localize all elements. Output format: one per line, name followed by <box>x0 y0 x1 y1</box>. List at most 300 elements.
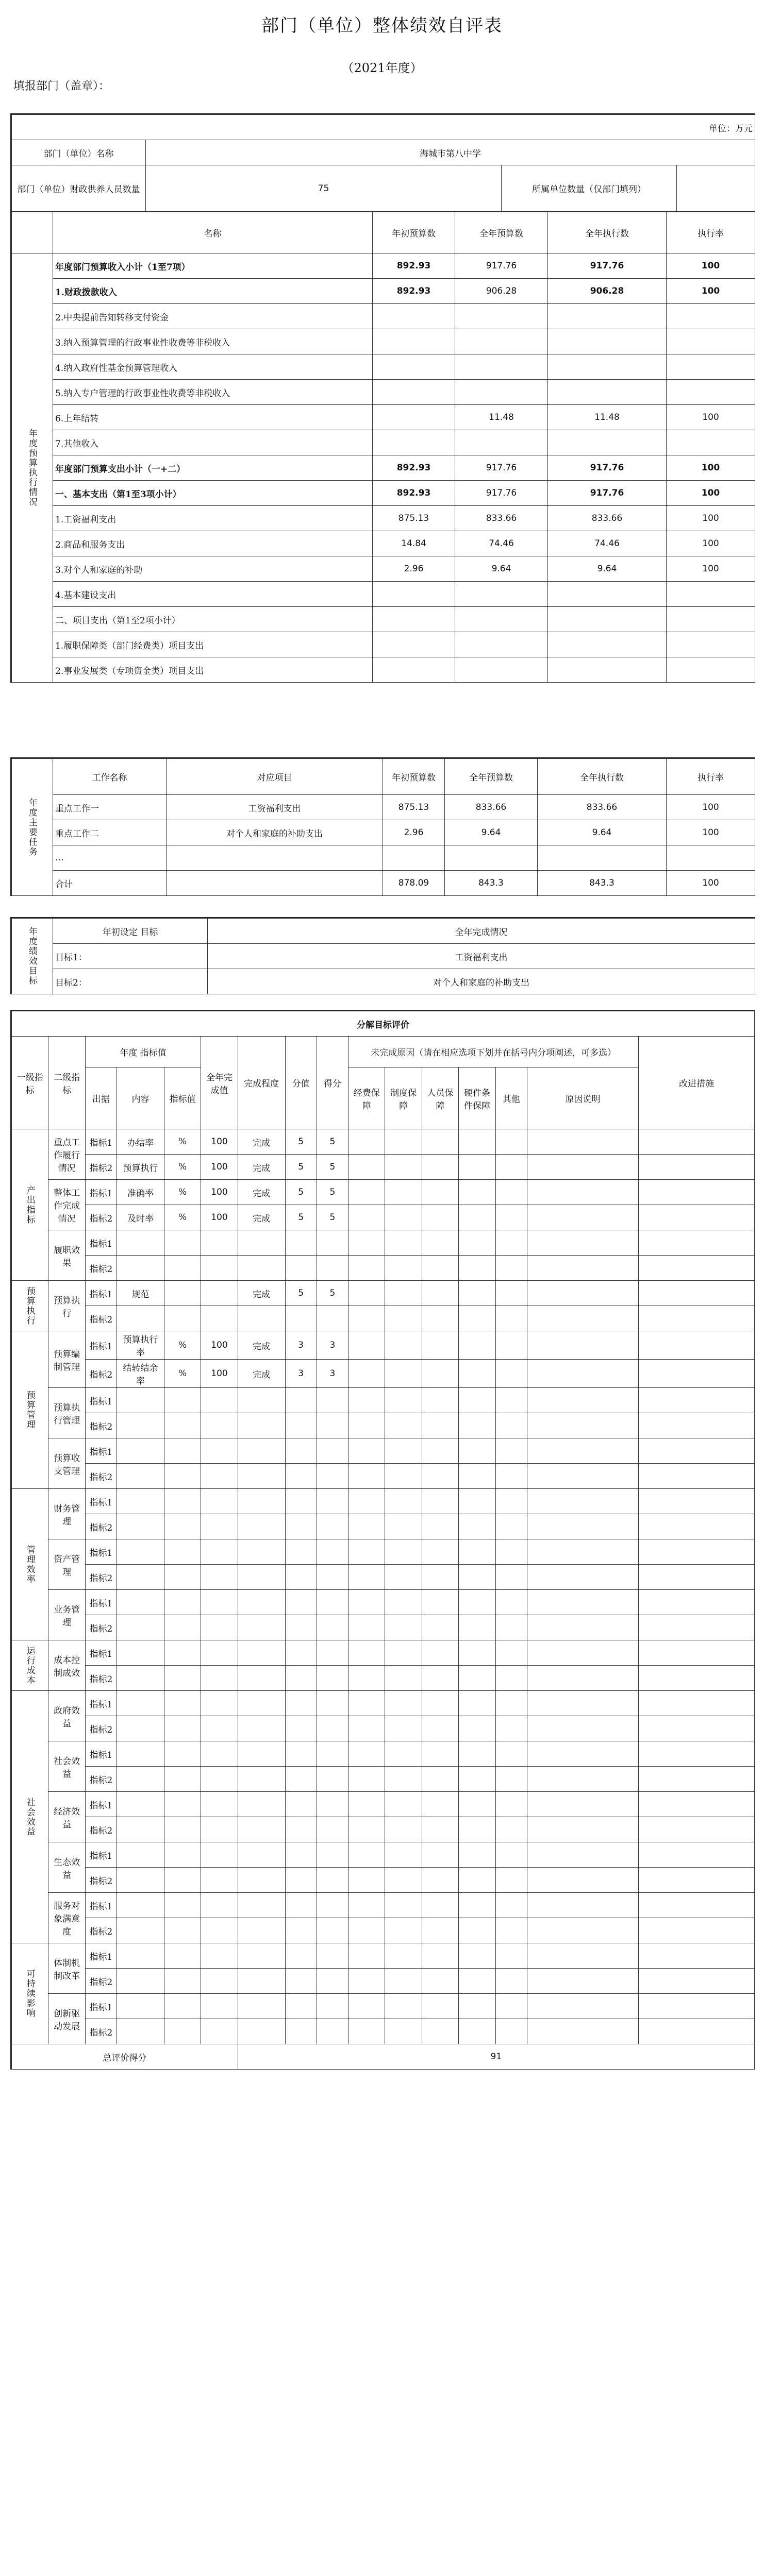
budget-executed: 917.76 <box>548 455 667 481</box>
indicator-unit: % <box>164 1360 201 1388</box>
eval-row <box>12 1640 755 1666</box>
improve-cell <box>639 1413 755 1438</box>
budget-initial <box>373 582 455 607</box>
reason-cell <box>422 1438 458 1464</box>
reason-cell <box>459 1615 495 1640</box>
eval-row <box>12 1230 755 1256</box>
reason-cell <box>422 1817 458 1842</box>
indicator-index: 指标2 <box>85 1256 117 1281</box>
task-rate: 100 <box>667 871 755 896</box>
reason-cell <box>422 1388 458 1413</box>
indicator-score <box>317 1514 348 1539</box>
reason-cell <box>527 1918 638 1943</box>
task-initial <box>383 845 445 871</box>
budget-initial <box>373 607 455 632</box>
reason-cell <box>459 1129 495 1155</box>
indicator-score-full <box>285 1817 317 1842</box>
indicator-name <box>117 2019 164 2044</box>
budget-row <box>12 531 755 556</box>
improve-cell <box>639 1792 755 1817</box>
improve-cell <box>639 1565 755 1590</box>
indicator-score-full <box>285 1666 317 1691</box>
budget-item-name: 2.中央提前告知转移支付资金 <box>53 304 373 329</box>
improve-cell <box>639 1767 755 1792</box>
indicator-unit <box>164 1691 201 1716</box>
reason-cell <box>459 1741 495 1767</box>
improve-cell <box>639 1666 755 1691</box>
improve-cell <box>639 1514 755 1539</box>
indicator-name <box>117 1256 164 1281</box>
improve-cell <box>639 1640 755 1666</box>
budget-row <box>12 556 755 582</box>
indicator-index: 指标1 <box>85 1388 117 1413</box>
indicator-done-value <box>201 1741 238 1767</box>
level2-name: 预算执行 <box>48 1281 85 1331</box>
reason-cell <box>459 1918 495 1943</box>
indicator-unit <box>164 1868 201 1893</box>
budget-initial <box>373 430 455 455</box>
reason-cell <box>527 1464 638 1489</box>
eval-row <box>12 1615 755 1640</box>
form-year: （2021年度） <box>341 61 423 75</box>
reason-cell <box>422 1918 458 1943</box>
col-full: 全年预算数 <box>455 212 548 253</box>
reason-cell <box>385 1842 422 1868</box>
eval-row <box>12 1205 755 1230</box>
indicator-done-degree <box>238 1716 285 1741</box>
budget-initial <box>373 405 455 430</box>
goal-done: 对个人和家庭的补助支出 <box>208 969 755 994</box>
improve-cell <box>639 1360 755 1388</box>
reason-cell <box>459 1256 495 1281</box>
budget-full-year: 11.48 <box>455 405 548 430</box>
improve-cell <box>639 1306 755 1331</box>
indicator-index: 指标1 <box>85 1590 117 1615</box>
reason-cell <box>422 1943 458 1969</box>
reason-cell <box>495 1413 527 1438</box>
task-exec <box>538 845 667 871</box>
indicator-unit <box>164 2019 201 2044</box>
reason-cell <box>348 1129 385 1155</box>
budget-item-name: 6.上年结转 <box>53 405 373 430</box>
reason-cell <box>385 1306 422 1331</box>
goal-done: 工资福利支出 <box>208 944 755 969</box>
indicator-score-full: 3 <box>285 1331 317 1360</box>
indicator-done-value: 100 <box>201 1129 238 1155</box>
reason-cell <box>385 1489 422 1514</box>
dept-label: 部门（单位）名称 <box>12 140 146 165</box>
indicator-done-degree <box>238 1464 285 1489</box>
improve-cell <box>639 1741 755 1767</box>
indicator-unit <box>164 1615 201 1640</box>
evaluation-table <box>11 1011 755 2070</box>
reason-cell <box>495 1994 527 2019</box>
indicator-done-degree <box>238 1691 285 1716</box>
improve-cell <box>639 1331 755 1360</box>
indicator-score <box>317 1306 348 1331</box>
reason-cell <box>527 1868 638 1893</box>
budget-rate <box>667 430 755 455</box>
reason-cell <box>348 1943 385 1969</box>
reason-cell <box>527 1842 638 1868</box>
reason-cell <box>348 1464 385 1489</box>
reason-cell <box>348 1767 385 1792</box>
col-sub-3: 经费保障 <box>348 1067 385 1129</box>
budget-initial: 892.93 <box>373 455 455 481</box>
task-project: 对个人和家庭的补助支出 <box>167 820 383 845</box>
budget-item-name: 7.其他收入 <box>53 430 373 455</box>
evaluation-section <box>10 1010 755 2070</box>
budget-executed: 917.76 <box>548 253 667 279</box>
level1-name: 社会效益 <box>12 1691 48 1943</box>
eval-row <box>12 1817 755 1842</box>
budget-initial <box>373 304 455 329</box>
eval-row <box>12 1155 755 1180</box>
reason-cell <box>422 1640 458 1666</box>
eval-row <box>12 1590 755 1615</box>
indicator-index: 指标1 <box>85 1691 117 1716</box>
indicator-unit: % <box>164 1180 201 1205</box>
indicator-unit <box>164 1716 201 1741</box>
improve-cell <box>639 1205 755 1230</box>
budget-full-year <box>455 632 548 657</box>
indicator-name: 及时率 <box>117 1205 164 1230</box>
eval-row <box>12 1539 755 1565</box>
reason-cell <box>527 1969 638 1994</box>
reason-cell <box>385 1792 422 1817</box>
indicator-done-value <box>201 1256 238 1281</box>
indicator-unit <box>164 1817 201 1842</box>
indicator-name <box>117 1691 164 1716</box>
reason-cell <box>459 1281 495 1306</box>
indicator-score-full: 5 <box>285 1155 317 1180</box>
indicator-unit <box>164 1539 201 1565</box>
budget-initial: 875.13 <box>373 506 455 531</box>
reason-cell <box>459 1817 495 1842</box>
reason-cell <box>385 1230 422 1256</box>
indicator-done-degree: 完成 <box>238 1331 285 1360</box>
indicator-name <box>117 1918 164 1943</box>
reason-cell <box>527 1994 638 2019</box>
goals-section <box>10 917 755 994</box>
indicator-index: 指标1 <box>85 1129 117 1155</box>
budget-row <box>12 506 755 531</box>
indicator-done-value: 100 <box>201 1180 238 1205</box>
reason-cell <box>527 1817 638 1842</box>
reason-cell <box>459 1306 495 1331</box>
task-rate: 100 <box>667 795 755 820</box>
task-initial: 878.09 <box>383 871 445 896</box>
col-sub-1: 内容 <box>117 1067 164 1129</box>
reason-cell <box>495 1205 527 1230</box>
budget-item-name: 年度部门预算支出小计（一+二） <box>53 455 373 481</box>
goals-table <box>11 918 755 994</box>
indicator-score-full <box>285 1868 317 1893</box>
indicator-score <box>317 1539 348 1565</box>
reason-cell <box>527 1691 638 1716</box>
budget-executed: 833.66 <box>548 506 667 531</box>
budget-item-name: 2.事业发展类（专项资金类）项目支出 <box>53 657 373 683</box>
indicator-unit <box>164 1918 201 1943</box>
indicator-done-degree <box>238 1994 285 2019</box>
task-project <box>167 845 383 871</box>
reason-cell <box>459 1590 495 1615</box>
indicator-score-full <box>285 1489 317 1514</box>
indicator-score: 5 <box>317 1205 348 1230</box>
indicator-unit <box>164 1741 201 1767</box>
task-project: 工资福利支出 <box>167 795 383 820</box>
col-task-budget: 年初预算数 <box>383 759 445 795</box>
indicator-score <box>317 1918 348 1943</box>
indicator-name <box>117 1438 164 1464</box>
reason-cell <box>348 1306 385 1331</box>
indicator-done-value <box>201 1590 238 1615</box>
budget-full-year <box>455 329 548 354</box>
reason-cell <box>495 1514 527 1539</box>
reason-cell <box>459 1792 495 1817</box>
indicator-score-full <box>285 1615 317 1640</box>
indicator-done-degree <box>238 1792 285 1817</box>
goals-side-label: 年度绩效目标 <box>12 919 53 994</box>
reason-cell <box>495 1741 527 1767</box>
task-rate <box>667 845 755 871</box>
budget-initial: 892.93 <box>373 279 455 304</box>
indicator-done-value <box>201 1640 238 1666</box>
level2-name: 资产管理 <box>48 1539 85 1590</box>
indicator-score <box>317 1615 348 1640</box>
budget-full-year <box>455 607 548 632</box>
eval-row <box>12 1943 755 1969</box>
reason-cell <box>495 2019 527 2044</box>
indicator-done-degree <box>238 1741 285 1767</box>
indicator-unit <box>164 1893 201 1918</box>
reason-cell <box>385 1615 422 1640</box>
budget-full-year <box>455 582 548 607</box>
budget-executed <box>548 657 667 683</box>
eval-row <box>12 1489 755 1514</box>
budget-initial <box>373 632 455 657</box>
level2-name: 服务对象满意度 <box>48 1893 85 1943</box>
reason-cell <box>348 1514 385 1539</box>
budget-executed <box>548 607 667 632</box>
budget-rate <box>667 329 755 354</box>
level1-name: 运行成本 <box>12 1640 48 1691</box>
indicator-unit: % <box>164 1129 201 1155</box>
indicator-done-degree: 完成 <box>238 1360 285 1388</box>
reason-cell <box>348 1388 385 1413</box>
budget-rate <box>667 354 755 380</box>
indicator-score: 5 <box>317 1129 348 1155</box>
reason-cell <box>459 1691 495 1716</box>
indicator-name <box>117 1969 164 1994</box>
indicator-done-degree <box>238 2019 285 2044</box>
reason-cell <box>422 1590 458 1615</box>
reason-cell <box>495 1792 527 1817</box>
reason-cell <box>527 1129 638 1155</box>
indicator-score <box>317 1666 348 1691</box>
indicator-done-value <box>201 1413 238 1438</box>
reason-cell <box>422 1281 458 1306</box>
reason-cell <box>495 1230 527 1256</box>
indicator-unit <box>164 1994 201 2019</box>
indicator-done-value <box>201 1539 238 1565</box>
indicator-name <box>117 1893 164 1918</box>
indicator-index: 指标1 <box>85 1180 117 1205</box>
budget-rate <box>667 632 755 657</box>
indicator-name: 结转结余率 <box>117 1360 164 1388</box>
indicator-score <box>317 1868 348 1893</box>
budget-full-year <box>455 354 548 380</box>
reason-cell <box>348 1994 385 2019</box>
indicator-score <box>317 2019 348 2044</box>
reason-cell <box>385 1691 422 1716</box>
budget-executed: 11.48 <box>548 405 667 430</box>
reason-cell <box>527 1716 638 1741</box>
reason-cell <box>422 1716 458 1741</box>
reason-cell <box>495 1969 527 1994</box>
indicator-index: 指标1 <box>85 1741 117 1767</box>
indicator-unit <box>164 1969 201 1994</box>
indicator-done-degree <box>238 1893 285 1918</box>
reason-cell <box>527 1331 638 1360</box>
improve-cell <box>639 1868 755 1893</box>
reason-cell <box>527 1256 638 1281</box>
col-task-full: 全年预算数 <box>445 759 538 795</box>
col-level1: 一级指标 <box>12 1037 48 1129</box>
unit-count-label: 所属单位数量（仅部门填列） <box>502 165 677 212</box>
budget-rate <box>667 304 755 329</box>
info-table <box>11 114 755 212</box>
level1-name: 产出指标 <box>12 1129 48 1281</box>
reason-cell <box>422 1969 458 1994</box>
col-level2: 二级指标 <box>48 1037 85 1129</box>
col-sub-8: 原因说明 <box>527 1067 638 1129</box>
indicator-score-full <box>285 1716 317 1741</box>
task-project <box>167 871 383 896</box>
level2-name: 整体工作完成情况 <box>48 1180 85 1230</box>
reason-cell <box>348 1205 385 1230</box>
reason-cell <box>348 1969 385 1994</box>
reason-cell <box>422 1489 458 1514</box>
budget-row <box>12 582 755 607</box>
indicator-score: 5 <box>317 1180 348 1205</box>
indicator-index: 指标1 <box>85 1489 117 1514</box>
reason-cell <box>348 1918 385 1943</box>
indicator-score-full <box>285 1565 317 1590</box>
task-row <box>12 871 755 896</box>
reason-cell <box>495 1716 527 1741</box>
reason-cell <box>385 1129 422 1155</box>
eval-row <box>12 1741 755 1767</box>
task-name: 重点工作一 <box>53 795 167 820</box>
indicator-score: 3 <box>317 1331 348 1360</box>
indicator-score-full <box>285 1388 317 1413</box>
budget-section <box>10 113 755 683</box>
indicator-done-degree <box>238 1969 285 1994</box>
budget-side-label: 年度预算执行情况 <box>12 253 53 683</box>
reason-cell <box>495 1331 527 1360</box>
indicator-done-value <box>201 1306 238 1331</box>
indicator-done-degree <box>238 1489 285 1514</box>
indicator-index: 指标2 <box>85 1306 117 1331</box>
indicator-name <box>117 1741 164 1767</box>
eval-row <box>12 1360 755 1388</box>
col-sub-5: 人员保障 <box>422 1067 458 1129</box>
col-rate: 执行率 <box>667 212 755 253</box>
indicator-index: 指标2 <box>85 1817 117 1842</box>
reason-cell <box>422 1514 458 1539</box>
indicator-done-value: 100 <box>201 1331 238 1360</box>
reason-cell <box>527 1943 638 1969</box>
reason-cell <box>385 1994 422 2019</box>
indicator-score-full: 5 <box>285 1180 317 1205</box>
budget-rate: 100 <box>667 481 755 506</box>
budget-rate: 100 <box>667 405 755 430</box>
budget-item-name: 4.基本建设支出 <box>53 582 373 607</box>
reason-cell <box>527 1306 638 1331</box>
budget-executed <box>548 430 667 455</box>
indicator-index: 指标2 <box>85 1360 117 1388</box>
eval-rows <box>12 1129 755 2044</box>
indicator-done-value <box>201 1868 238 1893</box>
indicator-done-value <box>201 1438 238 1464</box>
indicator-unit: % <box>164 1331 201 1360</box>
reason-cell <box>422 1464 458 1489</box>
reason-cell <box>348 1666 385 1691</box>
reason-cell <box>422 1256 458 1281</box>
budget-row <box>12 354 755 380</box>
reason-cell <box>495 1767 527 1792</box>
budget-corner <box>12 212 53 253</box>
reason-cell <box>385 2019 422 2044</box>
goal-header-row <box>12 919 755 944</box>
reason-cell <box>422 1842 458 1868</box>
reason-cell <box>385 1464 422 1489</box>
reason-cell <box>459 1413 495 1438</box>
budget-item-name: 1.工资福利支出 <box>53 506 373 531</box>
reason-cell <box>348 1331 385 1360</box>
budget-executed: 917.76 <box>548 481 667 506</box>
reason-cell <box>495 1306 527 1331</box>
eval-row <box>12 1180 755 1205</box>
eval-title-row <box>12 1011 755 1037</box>
indicator-done-value: 100 <box>201 1360 238 1388</box>
indicator-done-value <box>201 1767 238 1792</box>
reason-cell <box>495 1640 527 1666</box>
task-name: 重点工作二 <box>53 820 167 845</box>
budget-row <box>12 632 755 657</box>
reason-cell <box>459 1388 495 1413</box>
eval-row <box>12 1716 755 1741</box>
reason-cell <box>527 1666 638 1691</box>
reason-cell <box>495 1360 527 1388</box>
indicator-done-value <box>201 1691 238 1716</box>
level2-name: 体制机制改革 <box>48 1943 85 1994</box>
reason-cell <box>348 1565 385 1590</box>
reason-cell <box>495 1155 527 1180</box>
level1-name: 预算管理 <box>12 1331 48 1489</box>
level2-name: 预算编制管理 <box>48 1331 85 1388</box>
reason-cell <box>459 1514 495 1539</box>
indicator-score-full <box>285 2019 317 2044</box>
col-done-degree: 完成程度 <box>238 1037 285 1129</box>
indicator-done-value <box>201 1716 238 1741</box>
indicator-score <box>317 1256 348 1281</box>
reason-cell <box>422 1360 458 1388</box>
reason-cell <box>495 1893 527 1918</box>
improve-cell <box>639 1539 755 1565</box>
reason-cell <box>422 1539 458 1565</box>
